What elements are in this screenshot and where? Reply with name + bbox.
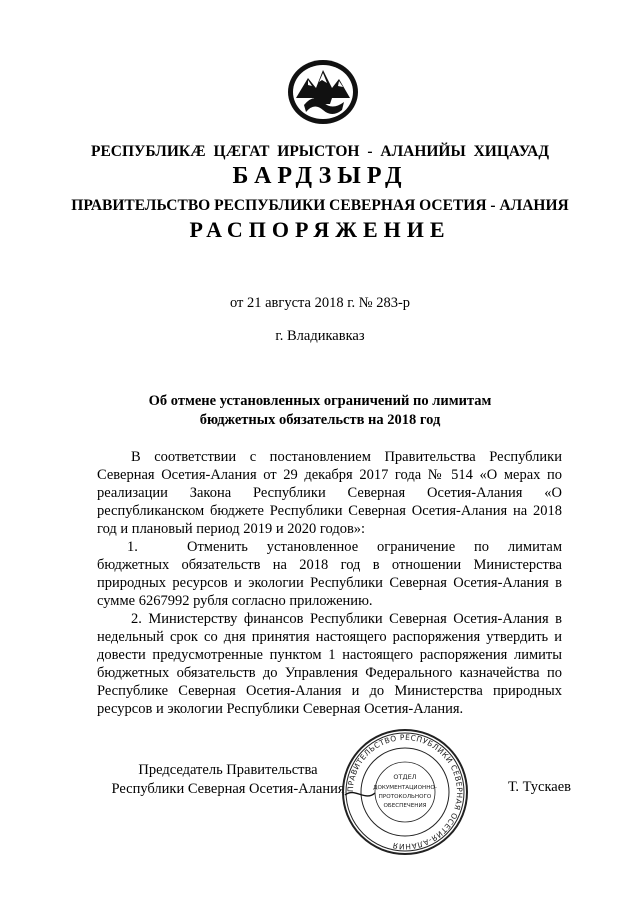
handwritten-signature-stroke bbox=[345, 793, 375, 796]
intro-paragraph: В соответствии с постановлением Правительства Республики Северная Осетия-Алания от 29 декабря 2017 года № 514 «О мерах по реализации Закона Республики Северная Осетия-Алания «О республиканском бюджете Республики Северная Осетия-Алания на 2018 год и плановый период 2019 и 2020 годов»: bbox=[97, 449, 562, 537]
document-type-heading: РАСПОРЯЖЕНИЕ bbox=[189, 217, 451, 242]
seal-center-line-4: ОБЕСПЕЧЕНИЯ bbox=[383, 803, 427, 809]
position-line-2: Республики Северная Осетия-Алания bbox=[111, 781, 345, 797]
item-1-text: Отменить установленное ограничение по лимитам бюджетных обязательств на 2018 год в отношении Министерства природных ресурсов и экологии Республики Северная Осетия-Алания в сумме 6267992 рубля согласно приложению. bbox=[97, 539, 562, 609]
position-line-1: Председатель Правительства bbox=[138, 762, 318, 778]
document-body bbox=[97, 448, 562, 718]
title-line-1: Об отмене установленных ограничений по лимитам bbox=[148, 393, 492, 409]
title-line-2: бюджетных обязательств на 2018 год bbox=[199, 412, 441, 428]
seal-center-line-2: ДОКУМЕНТАЦИОННО- bbox=[373, 785, 437, 791]
svg-text:ПРАВИТЕЛЬСТВО РЕСПУБЛИКИ СЕВЕР bbox=[346, 733, 464, 851]
seal-center-line-3: ПРОТОКОЛЬНОГО bbox=[378, 794, 432, 800]
seal-outer-text: ПРАВИТЕЛЬСТВО РЕСПУБЛИКИ СЕВЕРНАЯ ОСЕТИЯ-АЛАНИЯ bbox=[345, 732, 465, 852]
item-2-paragraph: 2. Министерству финансов Республики Северная Осетия-Алания в недельный срок со дня принятия настоящего распоряжения утвердить и довести предусмотренные пунктом 1 настоящего распоряжения лимиты бюджетных обязательств до Управления Федерального казначейства по Республике Северная Осетия-Алания и до Министерства природных ресурсов и экологии Республики Северная Осетия-Алания. bbox=[97, 611, 562, 717]
date-number-line: от 21 августа 2018 г. № 283-р bbox=[229, 295, 411, 311]
item-1-number: 1. bbox=[127, 539, 138, 555]
item-1-paragraph bbox=[97, 538, 562, 610]
official-seal bbox=[340, 727, 470, 857]
coat-of-arms-emblem bbox=[286, 58, 360, 126]
signatory-name: Т. Тускаев bbox=[508, 779, 572, 795]
document-title bbox=[0, 392, 640, 430]
seal-center-line-1: ОТДЕЛ bbox=[393, 773, 417, 781]
signatory-position bbox=[98, 761, 358, 799]
header-ossetian-order: БАРДЗЫРД bbox=[232, 163, 408, 189]
header-ossetian-government: РЕСПУБЛИКӔ ЦӔГАТ ИРЫСТОН - АЛАНИЙЫ ХИЦАУАД bbox=[91, 143, 549, 160]
header-government-name: ПРАВИТЕЛЬСТВО РЕСПУБЛИКИ СЕВЕРНАЯ ОСЕТИЯ - АЛАНИЯ bbox=[71, 197, 569, 214]
city-line: г. Владикавказ bbox=[275, 328, 365, 344]
